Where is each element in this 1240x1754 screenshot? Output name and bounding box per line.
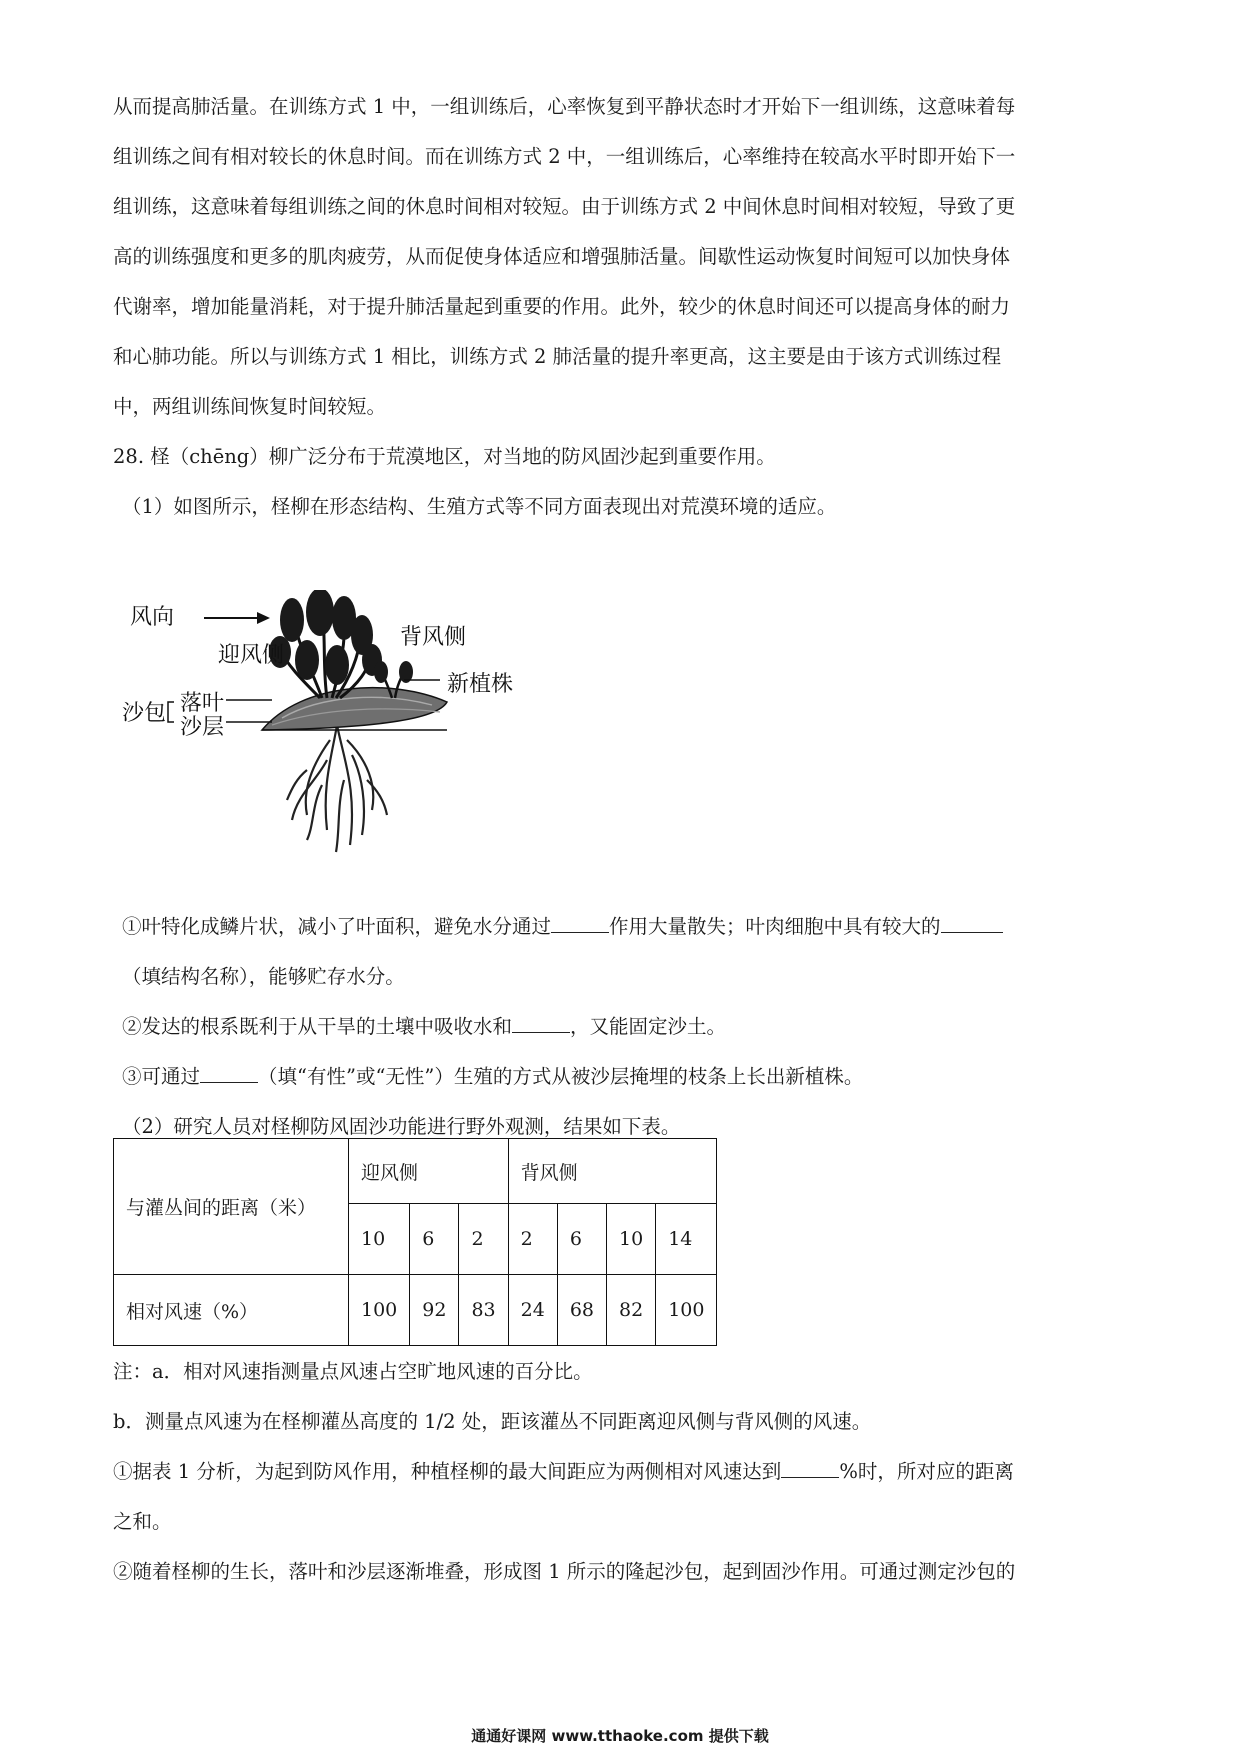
table-cell: 10 bbox=[607, 1204, 656, 1275]
table-group-header: 迎风侧 bbox=[349, 1139, 509, 1204]
sub-question-text: （填“有性”或“无性”）生殖的方式从被沙层掩埋的枝条上长出新植株。 bbox=[258, 1065, 864, 1088]
table-cell: 2 bbox=[459, 1204, 508, 1275]
paragraph-line: 中，两组训练间恢复时间较短。 bbox=[113, 395, 387, 418]
table-cell: 82 bbox=[607, 1275, 656, 1346]
table-cell: 6 bbox=[410, 1204, 459, 1275]
sub-question-text: ②发达的根系既利于从干旱的土壤中吸收水和 bbox=[122, 1015, 513, 1038]
table-note-a: 注：a．相对风速指测量点风速占空旷地风速的百分比。 bbox=[113, 1360, 593, 1383]
new-plant-label: 新植株 bbox=[447, 672, 514, 697]
sub-question-2-1-cont: 之和。 bbox=[113, 1510, 172, 1533]
paragraph-line: 代谢率，增加能量消耗，对于提升肺活量起到重要的作用。此外，较少的休息时间还可以提高身体的耐力 bbox=[113, 295, 1011, 318]
table-row bbox=[114, 1275, 717, 1346]
paragraph-line: 从而提高肺活量。在训练方式 1 中，一组训练后，心率恢复到平静状态时才开始下一组训练，这意味着每 bbox=[113, 95, 1016, 118]
answer-blank[interactable] bbox=[781, 1459, 839, 1478]
windward-side-label: 迎风侧 bbox=[218, 643, 285, 668]
sub-question-text: ①据表 1 分析，为起到防风作用，种植柽柳的最大间距应为两侧相对风速达到 bbox=[113, 1460, 782, 1483]
table-cell: 24 bbox=[508, 1275, 557, 1346]
wind-speed-table bbox=[113, 1138, 717, 1346]
table-cell: 10 bbox=[349, 1204, 410, 1275]
table-cell: 83 bbox=[459, 1275, 508, 1346]
table-cell: 100 bbox=[656, 1275, 717, 1346]
question-28-part2: （2）研究人员对柽柳防风固沙功能进行野外观测，结果如下表。 bbox=[122, 1115, 681, 1138]
sub-question-2-1 bbox=[113, 1458, 1014, 1486]
paragraph-line: 组训练，这意味着每组训练之间的休息时间相对较短。由于训练方式 2 中间休息时间相对较短，导致了更 bbox=[113, 195, 1016, 218]
table-cell: 14 bbox=[656, 1204, 717, 1275]
table-row bbox=[114, 1139, 717, 1204]
answer-blank[interactable] bbox=[551, 914, 609, 933]
paragraph-line: 高的训练强度和更多的肌肉疲劳，从而促使身体适应和增强肺活量。间歇性运动恢复时间短可以加快身体 bbox=[113, 245, 1011, 268]
table-note-b: b．测量点风速为在柽柳灌丛高度的 1/2 处，距该灌丛不同距离迎风侧与背风侧的风速。 bbox=[113, 1410, 872, 1433]
sub-question-text: %时，所对应的距离 bbox=[839, 1460, 1014, 1483]
paragraph-line: 和心肺功能。所以与训练方式 1 相比，训练方式 2 肺活量的提升率更高，这主要是由于该方式训练过程 bbox=[113, 345, 1002, 368]
table-cell: 6 bbox=[557, 1204, 606, 1275]
table-cell: 92 bbox=[410, 1275, 459, 1346]
sub-question-1-2 bbox=[122, 1013, 726, 1041]
table-row-header: 相对风速（%） bbox=[114, 1275, 349, 1346]
sub-question-2-2: ②随着柽柳的生长，落叶和沙层逐渐堆叠，形成图 1 所示的隆起沙包，起到固沙作用。可通过测定沙包的 bbox=[113, 1560, 1016, 1583]
table-group-header: 背风侧 bbox=[508, 1139, 717, 1204]
sand-layer-label: 沙层 bbox=[180, 715, 225, 740]
sub-question-1-1 bbox=[122, 913, 1003, 941]
page-footer: 通通好课网 www.tthaoke.com 提供下载 bbox=[471, 1727, 769, 1745]
table-cell: 68 bbox=[557, 1275, 606, 1346]
question-28-part1: （1）如图所示，柽柳在形态结构、生殖方式等不同方面表现出对荒漠环境的适应。 bbox=[122, 495, 837, 518]
sub-question-text: ，又能固定沙土。 bbox=[570, 1015, 727, 1038]
answer-blank[interactable] bbox=[512, 1014, 570, 1033]
paragraph-line: 组训练之间有相对较长的休息时间。而在训练方式 2 中，一组训练后，心率维持在较高水平时即开始下一 bbox=[113, 145, 1016, 168]
answer-blank[interactable] bbox=[941, 914, 1003, 933]
leeward-side-label: 背风侧 bbox=[400, 625, 467, 650]
answer-blank[interactable] bbox=[200, 1064, 258, 1083]
wind-direction-label: 风向 bbox=[130, 605, 175, 630]
sub-question-text: 作用大量散失；叶肉细胞中具有较大的 bbox=[609, 915, 941, 938]
table-cell: 2 bbox=[508, 1204, 557, 1275]
sand-pack-label: 沙包 bbox=[122, 701, 167, 726]
question-28-title: 28. 柽（chēng）柳广泛分布于荒漠地区，对当地的防风固沙起到重要作用。 bbox=[113, 445, 776, 468]
table-row-header: 与灌丛间的距离（米） bbox=[114, 1139, 349, 1275]
sub-question-text: ③可通过 bbox=[122, 1065, 201, 1088]
sub-question-1-3 bbox=[122, 1063, 863, 1091]
tamarisk-diagram bbox=[122, 590, 542, 860]
fallen-leaves-label: 落叶 bbox=[180, 691, 225, 716]
sub-question-1-1-cont: （填结构名称），能够贮存水分。 bbox=[122, 965, 405, 988]
sub-question-text: ①叶特化成鳞片状，减小了叶面积，避免水分通过 bbox=[122, 915, 552, 938]
table-cell: 100 bbox=[349, 1275, 410, 1346]
